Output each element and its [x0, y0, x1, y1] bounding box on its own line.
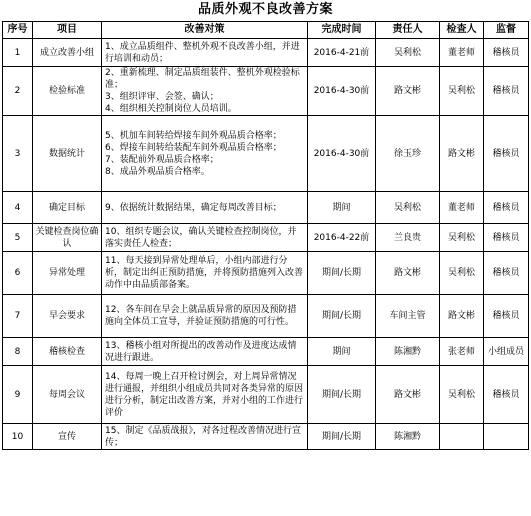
cell-supervisor: 稽核员 [484, 116, 529, 192]
measure-line: 3、组织评审、会签、确认； [105, 92, 219, 102]
cell-item: 检验标准 [33, 67, 102, 116]
cell-owner: 路文彬 [376, 67, 440, 116]
cell-owner: 陈湘黔 [376, 424, 440, 450]
measure-line: 5、机加车间转给焊接车间外观品质合格率； [105, 130, 282, 141]
measure-line: 13、稽核小组对所提出的改善动作及进度达成情况进行跟进。 [105, 340, 297, 363]
cell-deadline: 期间/长期 [308, 295, 376, 338]
cell-checker: 吴利松 [440, 67, 484, 116]
cell-owner: 兰良贵 [376, 224, 440, 252]
table-row [3, 252, 529, 295]
cell-deadline: 2016-4-30前 [308, 116, 376, 192]
cell-measures [102, 424, 308, 450]
header-item: 项目 [33, 22, 102, 39]
improvement-plan-table [2, 21, 529, 450]
table-row [3, 424, 529, 450]
measure-line: 1、成立品质组件、整机外观不良改善小组，并进行培训和动员； [105, 41, 300, 64]
measure-line: 12、各车间在早会上就品质异常的原因及预防措施向全体员工宣导，并验证预防措施的可行性。 [105, 305, 297, 327]
table-body [3, 39, 529, 450]
cell-no: 6 [3, 252, 33, 295]
cell-checker: 路文彬 [440, 295, 484, 338]
measure-line: 11、每天接到异常处理单后，小组内部进行分析，制定出纠正预防措施，并将预防措施列入改善动作中由品质部备案。 [105, 256, 304, 290]
cell-owner: 吴利松 [376, 39, 440, 67]
measure-line: 10、组织专题会议，确认关键检查控制岗位，并落实责任人检查； [105, 226, 297, 249]
measure-line: 2、重新梳理、制定品质组装件、整机外观检验标准； [105, 68, 300, 90]
cell-item: 异常处理 [33, 252, 102, 295]
cell-no: 9 [3, 366, 33, 424]
measure-line: 8、成品外观品质合格率。 [105, 166, 210, 177]
cell-measures [102, 39, 308, 67]
table-row [3, 39, 529, 67]
header-measures: 改善对策 [102, 22, 308, 39]
cell-supervisor: 稽核员 [484, 192, 529, 224]
header-checker: 检查人 [440, 22, 484, 39]
cell-measures [102, 295, 308, 338]
cell-item: 宣传 [33, 424, 102, 450]
cell-no: 7 [3, 295, 33, 338]
cell-no: 4 [3, 192, 33, 224]
cell-owner: 徐玉珍 [376, 116, 440, 192]
cell-item: 关键检查岗位确认 [33, 224, 102, 252]
table-row [3, 224, 529, 252]
header-owner: 责任人 [376, 22, 440, 39]
cell-checker: 董老师 [440, 39, 484, 67]
measure-line: 14、每周一晚上召开检讨例会，对上周异常情况进行通报，并组织小组成员共同对各类异常的原因进行分析，制定出改善方案，并对小组的工作进行评价 [105, 371, 304, 418]
cell-deadline: 2016-4-22前 [308, 224, 376, 252]
table-row [3, 295, 529, 338]
header-supervisor: 监督 [484, 22, 529, 39]
cell-checker: 吴利松 [440, 252, 484, 295]
cell-owner: 陈湘黔 [376, 338, 440, 366]
table-row [3, 67, 529, 116]
measure-line: 4、组织相关控制岗位人员培训。 [105, 104, 237, 114]
cell-supervisor: 稽核员 [484, 366, 529, 424]
cell-checker: 吴利松 [440, 366, 484, 424]
cell-measures [102, 116, 308, 192]
measure-line: 6、焊接车间转给装配车间外观品质合格率； [105, 142, 282, 153]
cell-owner: 路文彬 [376, 252, 440, 295]
header-deadline: 完成时间 [308, 22, 376, 39]
cell-deadline: 期间/长期 [308, 252, 376, 295]
table-row [3, 192, 529, 224]
cell-item: 早会要求 [33, 295, 102, 338]
cell-deadline: 2016-4-30前 [308, 67, 376, 116]
cell-supervisor: 稽核员 [484, 252, 529, 295]
cell-measures [102, 252, 308, 295]
cell-item: 确定目标 [33, 192, 102, 224]
cell-no: 10 [3, 424, 33, 450]
cell-checker: 董老师 [440, 192, 484, 224]
cell-no: 1 [3, 39, 33, 67]
cell-deadline: 期间/长期 [308, 366, 376, 424]
header-no: 序号 [3, 22, 33, 39]
cell-supervisor: 稽核员 [484, 67, 529, 116]
cell-item: 成立改善小组 [33, 39, 102, 67]
cell-no: 5 [3, 224, 33, 252]
measure-line: 9、依据统计数据结果，确定每周改善目标； [105, 202, 282, 213]
table-row [3, 338, 529, 366]
cell-supervisor: 稽核员 [484, 224, 529, 252]
cell-deadline: 期间/长期 [308, 424, 376, 450]
cell-measures [102, 338, 308, 366]
cell-measures [102, 224, 308, 252]
cell-owner: 车间主管 [376, 295, 440, 338]
cell-owner: 路文彬 [376, 366, 440, 424]
cell-supervisor: 小组成员 [484, 338, 529, 366]
cell-checker: 张老师 [440, 338, 484, 366]
cell-checker [440, 424, 484, 450]
cell-no: 8 [3, 338, 33, 366]
cell-measures [102, 192, 308, 224]
cell-checker: 路文彬 [440, 116, 484, 192]
cell-item: 每周会议 [33, 366, 102, 424]
cell-deadline: 2016-4-21前 [308, 39, 376, 67]
cell-owner: 吴利松 [376, 192, 440, 224]
cell-checker: 吴利松 [440, 224, 484, 252]
cell-no: 2 [3, 67, 33, 116]
cell-supervisor: 稽核员 [484, 39, 529, 67]
measure-line: 15、制定《品质战报》，对各过程改善情况进行宣传； [105, 425, 301, 448]
cell-measures [102, 67, 308, 116]
cell-item: 数据统计 [33, 116, 102, 192]
cell-deadline: 期间 [308, 338, 376, 366]
table-row [3, 116, 529, 192]
measure-line: 7、装配前外观品质合格率； [105, 154, 219, 165]
table-row [3, 366, 529, 424]
cell-deadline: 期间 [308, 192, 376, 224]
cell-item: 稽核检查 [33, 338, 102, 366]
cell-supervisor: 稽核员 [484, 295, 529, 338]
table-header-row [3, 22, 529, 39]
cell-supervisor [484, 424, 529, 450]
cell-no: 3 [3, 116, 33, 192]
document-title: 品质外观不良改善方案 [197, 2, 333, 17]
cell-measures [102, 366, 308, 424]
